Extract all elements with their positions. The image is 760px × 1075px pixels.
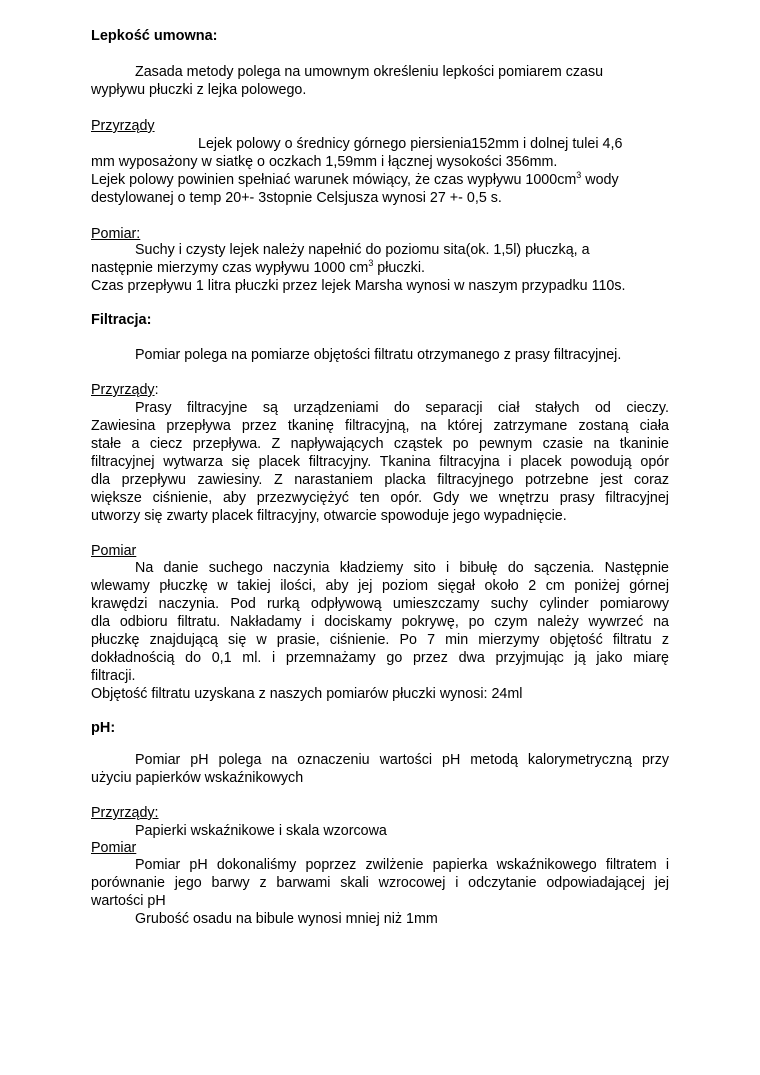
subheading-przyrzady: Przyrządy:	[91, 805, 159, 821]
paragraph-line: Grubość osadu na bibule wynosi mniej niż 1mm	[135, 911, 438, 927]
paragraph-line: filtracji.	[91, 668, 136, 684]
paragraph-line: Pomiar polega na pomiarze objętości filtratu otrzymanego z prasy filtracyjnej.	[135, 347, 622, 363]
paragraph-line: Czas przepływu 1 litra płuczki przez lejek Marsha wynosi w naszym przypadku 110s.	[91, 278, 626, 294]
subheading-pomiar: Pomiar	[91, 543, 137, 559]
paragraph-line: Pomiar pH dokonaliśmy poprzez zwilżenie papierka wskaźnikowego filtratem i	[135, 857, 669, 873]
paragraph-line: płuczkę znajdującą się w prasie, ciśnienie. Po 7 min mierzymy objętość filtratu z	[91, 632, 669, 648]
paragraph-line: Lejek polowy powinien spełniać warunek mówiący, że czas wypływu $1000cm^3$ wody	[91, 170, 619, 188]
paragraph-line: Zawiesina przepływa przez tkaninę filtracyjną, na której zatrzymane zostaną ciała	[91, 418, 669, 434]
paragraph-line: filtracyjnej wytwarza się placek filtracyjny. Tkanina filtracyjna i placek powodują opór	[91, 454, 669, 470]
result-line: Objętość filtratu uzyskana z naszych pomiarów płuczki wynosi: 24ml	[91, 686, 523, 702]
subheading-pomiar: Pomiar	[91, 840, 137, 856]
paragraph-line: mm wyposażony w siatkę o oczkach 1,59mm i łącznej wysokości 356mm.	[91, 154, 558, 170]
paragraph-line: dla odbioru filtratu. Nakładamy i dociskamy pokrywę, po czym należy wywrzeć na	[91, 614, 669, 630]
subheading-przyrzady: Przyrządy:	[91, 382, 159, 398]
paragraph-line: wlewamy płuczkę w takiej ilości, aby jej poziom sięgał około 2 cm poniżej górnej	[91, 578, 669, 594]
paragraph-line: następnie mierzymy czas wypływu 1000 $cm^3$ płuczki.	[91, 258, 425, 276]
paragraph-line: dokładnością do 0,1 ml. i przemnażamy go przez dwa przyjmując ją jako miarę	[91, 650, 669, 666]
subheading-przyrzady: Przyrządy	[91, 118, 155, 134]
paragraph-line: stałe a ciecz przepływa. Z napływających cząstek po pewnym czasie na tkaninie	[91, 436, 669, 452]
paragraph-line: wartości pH	[91, 893, 166, 909]
paragraph-line: dla przepływu zawiesiny. Z narastaniem placka filtracyjnego potrzebne jest coraz	[91, 472, 669, 488]
section-heading-filtracja: Filtracja:	[91, 312, 152, 328]
paragraph-line: Na danie suchego naczynia kładziemy sito i bibułę do sączenia. Następnie	[135, 560, 669, 576]
paragraph-line: utworzy się zwarty placek filtracyjny, otwarcie spowoduje jego wypadnięcie.	[91, 508, 567, 524]
paragraph-line: porównanie jego barwy z barwami skali wzrocowej i odczytanie odpowiadającej jej	[91, 875, 669, 891]
paragraph-line: większe ciśnienie, aby przezwyciężyć ten opór. Gdy we wnętrzu prasy filtracyjnej	[91, 490, 669, 506]
section-heading-ph: pH:	[91, 720, 116, 736]
paragraph-line: użyciu papierków wskaźnikowych	[91, 770, 304, 786]
paragraph-line: wypływu płuczki z lejka polowego.	[91, 82, 307, 98]
paragraph-line: Prasy filtracyjne są urządzeniami do separacji ciał stałych od cieczy.	[135, 400, 669, 416]
paragraph-line: Suchy i czysty lejek należy napełnić do poziomu sita(ok. 1,5l) płuczką, a	[135, 242, 590, 258]
section-heading-lepkosc: Lepkość umowna:	[91, 28, 218, 44]
paragraph-line: destylowanej o temp 20+- 3stopnie Celsjusza wynosi 27 +- 0,5 s.	[91, 190, 502, 206]
paragraph-line: Zasada metody polega na umownym określeniu lepkości pomiarem czasu	[135, 64, 604, 80]
subheading-pomiar: Pomiar:	[91, 226, 141, 242]
paragraph-line: Pomiar pH polega na oznaczeniu wartości pH metodą kalorymetryczną przy	[135, 752, 669, 768]
paragraph-line: Papierki wskaźnikowe i skala wzorcowa	[135, 823, 387, 839]
paragraph-line: Lejek polowy o średnicy górnego piersienia152mm i dolnej tulei 4,6	[198, 136, 623, 152]
paragraph-line: krawędzi naczynia. Pod rurką odpływową umieszczamy suchy cylinder pomiarowy	[91, 596, 669, 612]
